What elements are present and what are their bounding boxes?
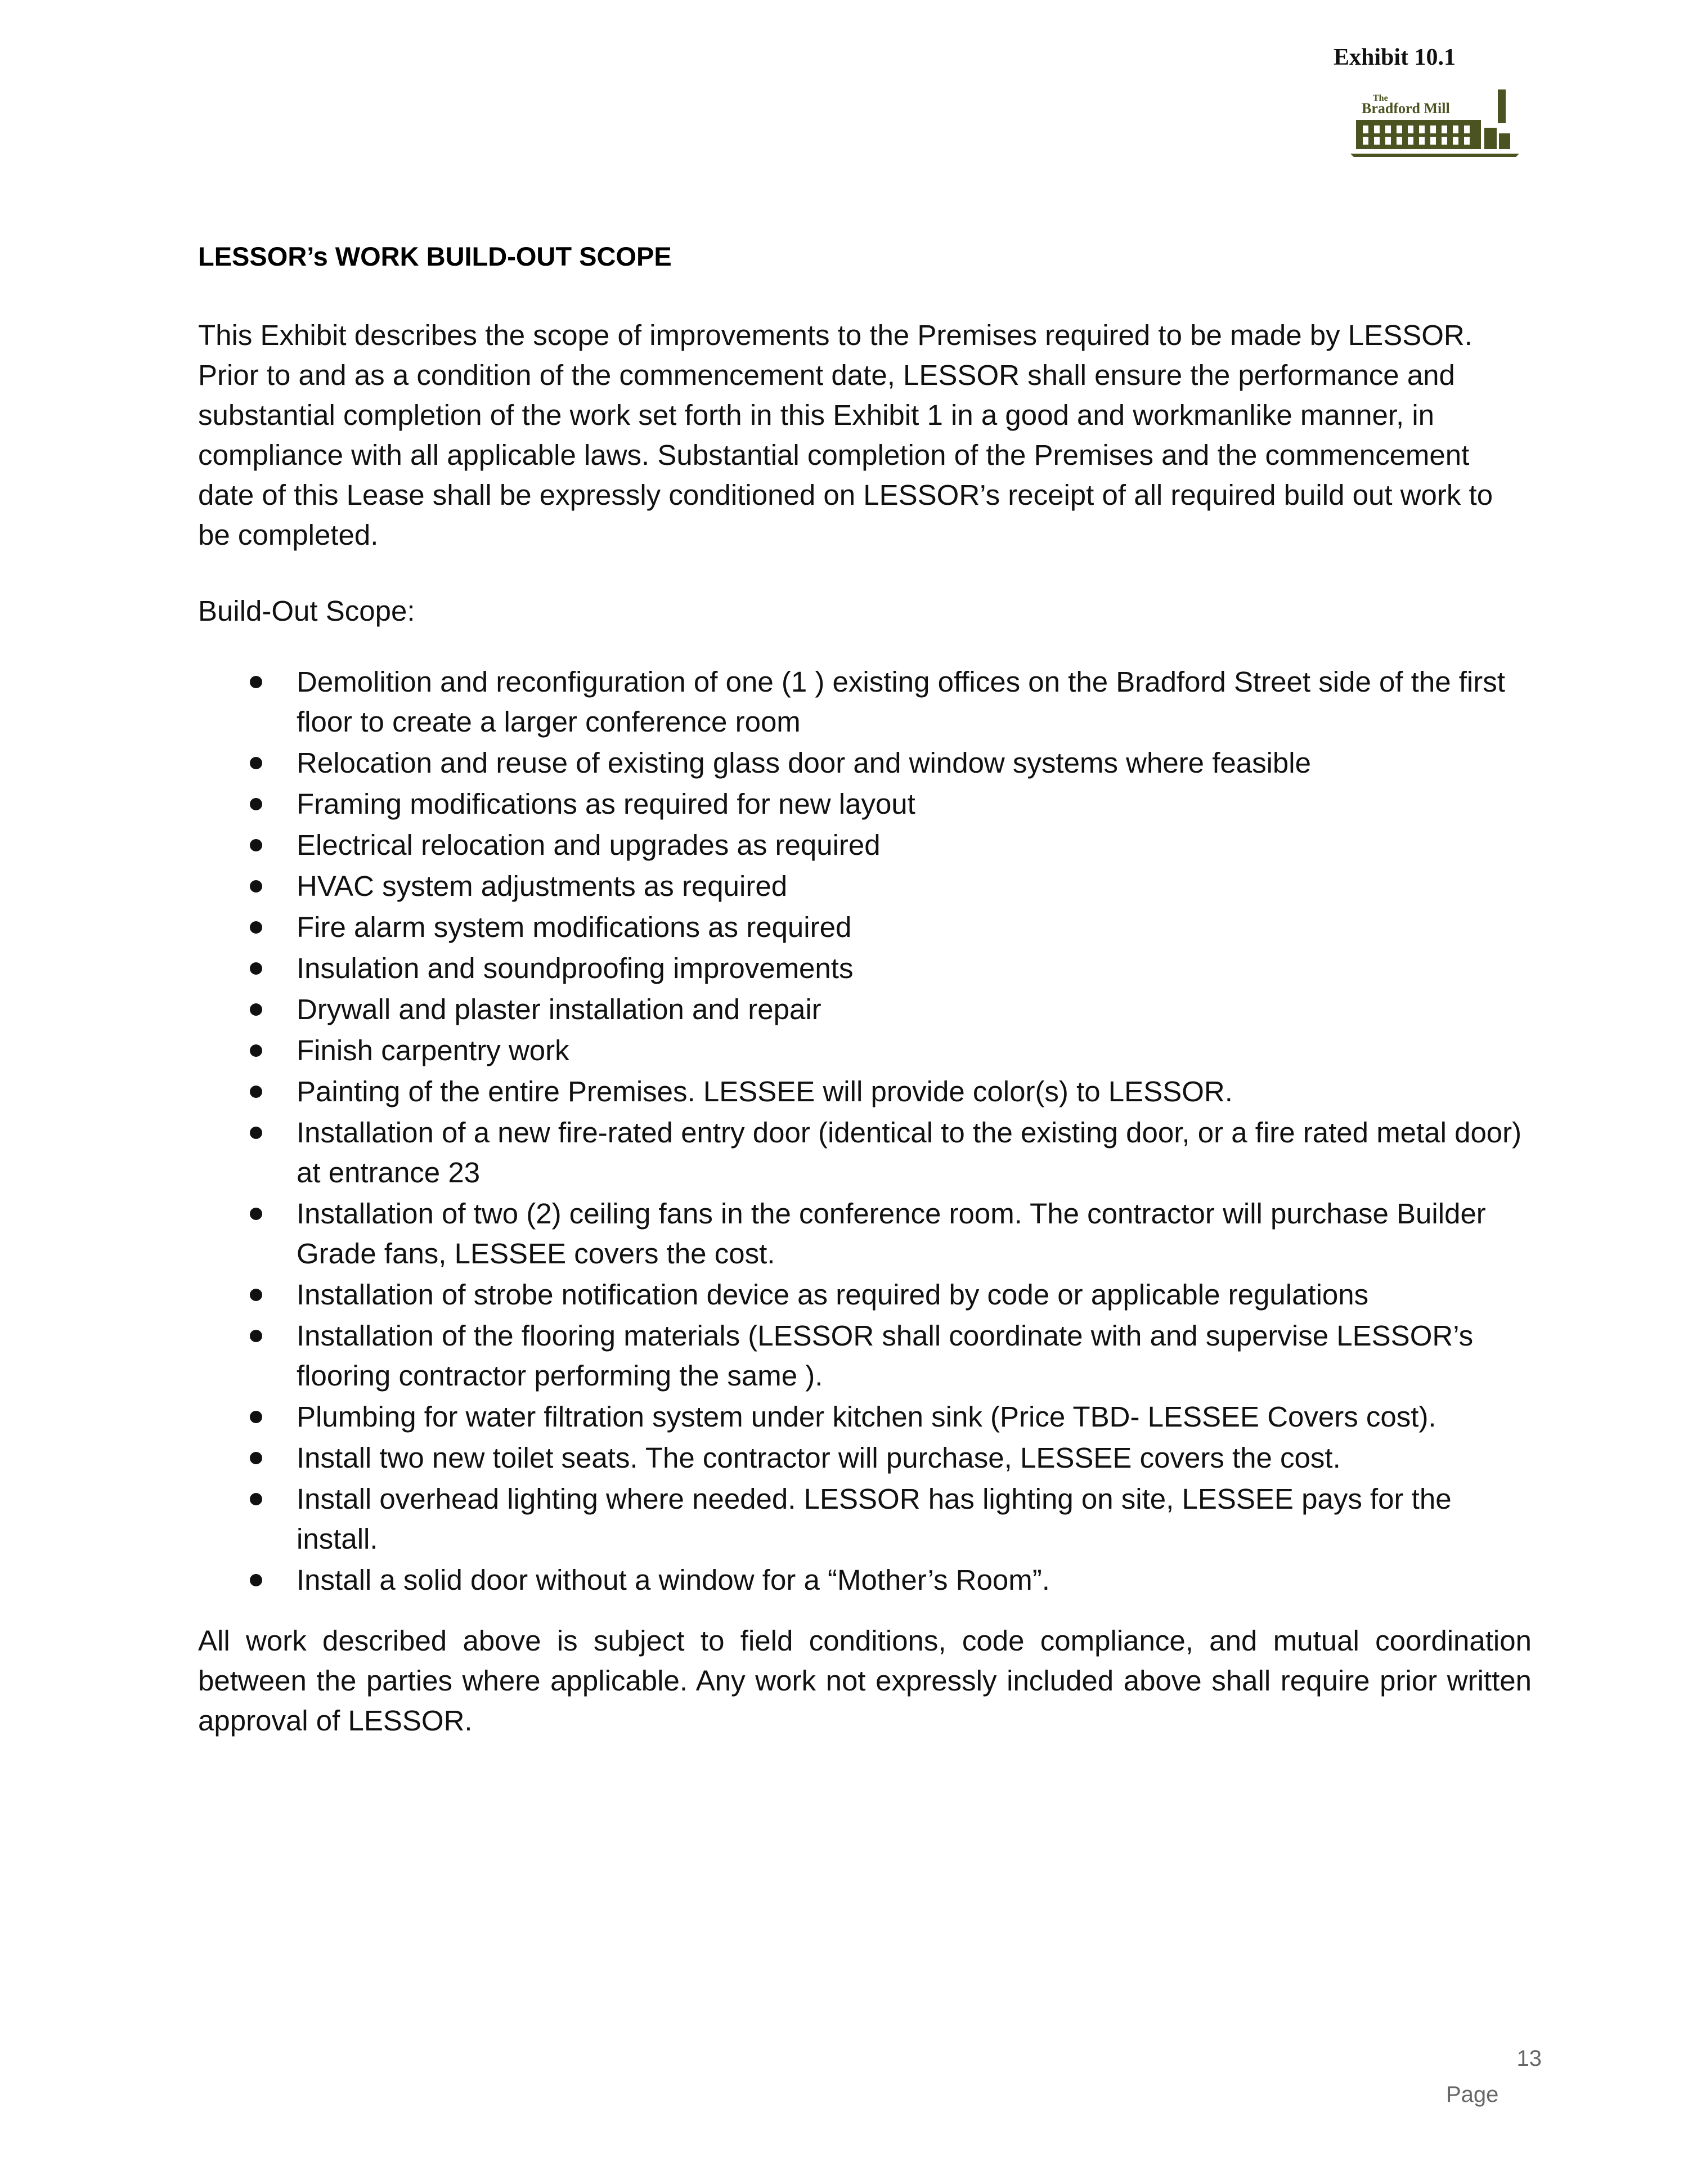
svg-text:Bradford Mill: Bradford Mill (1362, 100, 1450, 116)
list-item (198, 1071, 1537, 1111)
list-item (198, 1275, 1537, 1315)
list-item-text: HVAC system adjustments as required (297, 870, 788, 902)
list-item-text: Plumbing for water filtration system under kitchen sink (Price TBD- LESSEE Covers cost). (297, 1401, 1436, 1433)
list-item (198, 825, 1537, 865)
list-item (198, 1397, 1537, 1437)
list-item-text: Drywall and plaster installation and repair (297, 993, 821, 1025)
list-item (198, 662, 1537, 742)
list-item (198, 866, 1537, 906)
list-item-text: Installation of strobe notification device as required by code or applicable regulations (297, 1279, 1369, 1311)
list-item-text: Fire alarm system modifications as required (297, 911, 852, 943)
list-item (198, 1479, 1537, 1559)
list-item-text: Framing modifications as required for new layout (297, 788, 915, 820)
bradford-mill-logo (1350, 87, 1525, 160)
bullet-icon (250, 962, 262, 975)
list-item-text: Painting of the entire Premises. LESSEE will provide color(s) to LESSOR. (297, 1075, 1233, 1107)
bullet-icon (250, 757, 262, 769)
bullet-icon (250, 798, 262, 810)
list-item (198, 1438, 1537, 1478)
bullet-icon (250, 1330, 262, 1342)
list-item-text: Install overhead lighting where needed. LESSOR has lighting on site, LESSEE pays for the install. (297, 1483, 1452, 1555)
intro-paragraph: This Exhibit describes the scope of improvements to the Premises required to be made by LESSOR. Prior to and as a condition of the commencement date, LESSOR shall ensure the performance and substantial completion of the work set forth in this Exhibit 1 in a good and workmanlike manner, in compliance with all applicable laws. Substantial completion of the Premises and the commencement date of this Lease shall be expressly conditioned on LESSOR’s receipt of all required build out work to be completed. (198, 319, 1493, 551)
list-item (198, 989, 1537, 1029)
page-number: 13 (1516, 2046, 1542, 2071)
list-item (198, 1113, 1537, 1192)
exhibit-label: Exhibit 10.1 (1334, 44, 1456, 70)
bullet-icon (250, 1411, 262, 1423)
list-item (198, 1560, 1537, 1600)
bullet-icon (250, 1208, 262, 1220)
list-item (198, 743, 1537, 783)
list-item-text: Insulation and soundproofing improvements (297, 952, 854, 984)
bradford-mill-logo-graphic (1350, 87, 1525, 160)
list-item-text: Electrical relocation and upgrades as required (297, 829, 881, 861)
bullet-icon (250, 1289, 262, 1301)
bullet-icon (250, 1044, 262, 1057)
bullet-icon (250, 676, 262, 688)
list-item-text: Installation of a new fire-rated entry door (identical to the existing door, or a fire rated metal door) at entrance 23 (297, 1116, 1522, 1189)
list-item-text: Relocation and reuse of existing glass door and window systems where feasible (297, 747, 1311, 779)
bullet-icon (250, 839, 262, 851)
bullet-icon (250, 1086, 262, 1098)
scope-list (198, 662, 1537, 1601)
list-item (198, 948, 1537, 988)
list-item (198, 1030, 1537, 1070)
bullet-icon (250, 1574, 262, 1586)
bullet-icon (250, 1003, 262, 1016)
list-item-text: Installation of the flooring materials (LESSOR shall coordinate with and supervise LESSOR’s flooring contractor performing the same ). (297, 1320, 1474, 1392)
closing-paragraph: All work described above is subject to field conditions, code compliance, and mutual coordination between the parties where applicable. Any work not expressly included above shall require prior written approval of LESSOR. (198, 1625, 1532, 1737)
svg-text:The: The (1373, 93, 1388, 103)
list-item-text: Installation of two (2) ceiling fans in the conference room. The contractor will purchase Builder Grade fans, LESSEE covers the cost. (297, 1198, 1486, 1270)
list-item (198, 1316, 1537, 1396)
bullet-icon (250, 1452, 262, 1464)
list-item-text: Install two new toilet seats. The contractor will purchase, LESSEE covers the cost. (297, 1442, 1341, 1474)
bullet-icon (250, 1127, 262, 1139)
page-label: Page (1446, 2082, 1499, 2107)
list-item (198, 907, 1537, 947)
list-item (198, 784, 1537, 824)
list-item-text: Install a solid door without a window for a “Mother’s Room”. (297, 1564, 1050, 1596)
page-title: LESSOR’s WORK BUILD-OUT SCOPE (198, 241, 672, 271)
bullet-icon (250, 1493, 262, 1505)
bullet-icon (250, 880, 262, 893)
list-item-text: Demolition and reconfiguration of one (1 ) existing offices on the Bradford Street side of the first floor to create a larger conference room (297, 666, 1505, 738)
list-item (198, 1194, 1537, 1273)
scope-heading: Build-Out Scope: (198, 595, 415, 627)
list-item-text: Finish carpentry work (297, 1034, 569, 1066)
bullet-icon (250, 921, 262, 934)
